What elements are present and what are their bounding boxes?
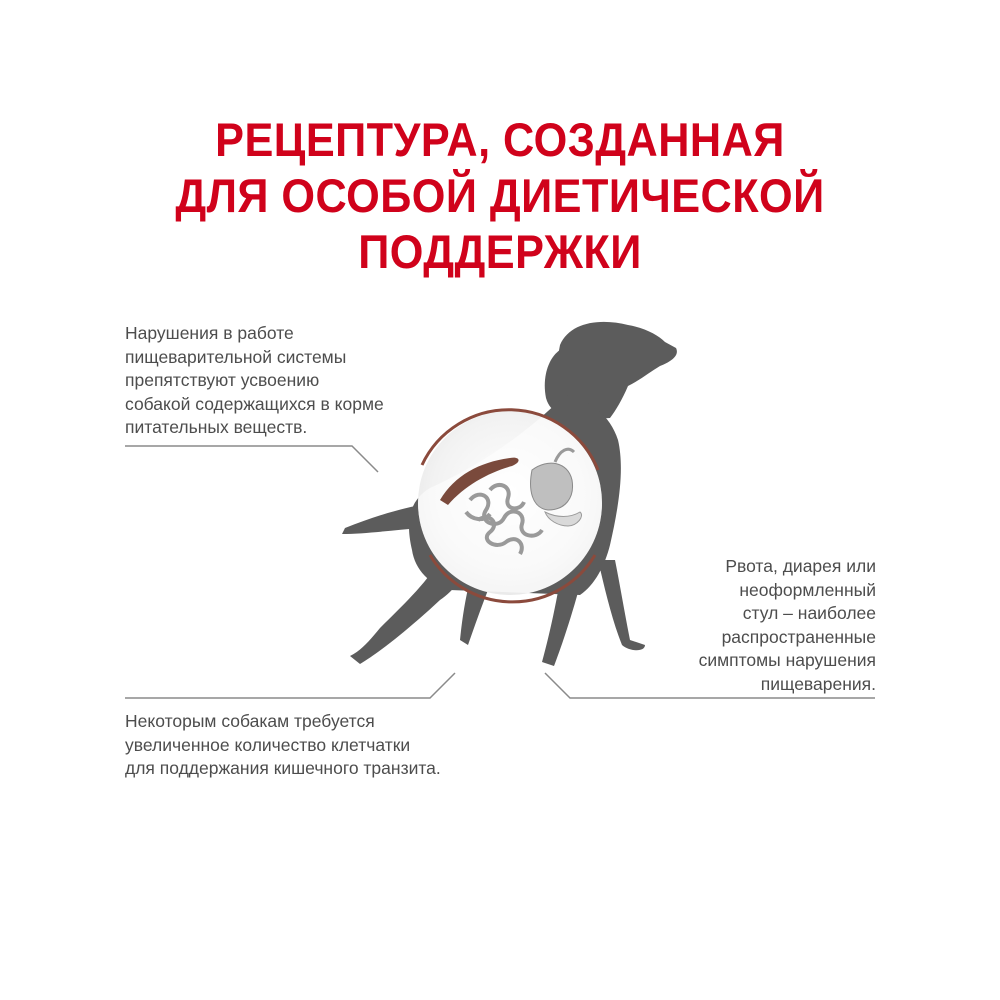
leader-line-bottom-left bbox=[125, 673, 455, 698]
headline-line-3: ПОДДЕРЖКИ bbox=[358, 225, 642, 278]
callout-symptoms bbox=[699, 555, 876, 696]
leader-line-top-left bbox=[125, 446, 378, 472]
dog-front-leg-2 bbox=[598, 560, 645, 650]
callout-line: Нарушения в работе bbox=[125, 323, 294, 343]
callout-line: стул – наиболее bbox=[742, 603, 876, 623]
callout-nutrient-absorption bbox=[125, 322, 384, 440]
callout-line: собакой содержащихся в корме bbox=[125, 393, 384, 414]
callout-line: для поддержания кишечного транзита. bbox=[125, 758, 441, 778]
callout-line: распространенные bbox=[721, 626, 876, 647]
callout-line: симптомы нарушения bbox=[698, 650, 876, 670]
headline-line-2: ДЛЯ ОСОБОЙ ДИЕТИЧЕСКОЙ bbox=[175, 169, 825, 222]
callout-line: пищеварения. bbox=[760, 673, 876, 694]
callout-line: неоформленный bbox=[739, 579, 876, 600]
callout-line: препятствуют усвоению bbox=[125, 370, 320, 390]
callout-line: Рвота, диарея или bbox=[725, 556, 876, 576]
dog-tail bbox=[342, 505, 420, 534]
callout-line: питательных веществ. bbox=[125, 417, 308, 437]
stomach bbox=[531, 463, 573, 510]
callout-line: Некоторым собакам требуется bbox=[125, 711, 375, 731]
callout-fiber bbox=[125, 710, 441, 781]
callout-line: пищеварительной системы bbox=[125, 346, 347, 367]
headline-line-1: РЕЦЕПТУРА, СОЗДАННАЯ bbox=[215, 113, 785, 166]
callout-line: увеличенное количество клетчатки bbox=[125, 734, 411, 755]
